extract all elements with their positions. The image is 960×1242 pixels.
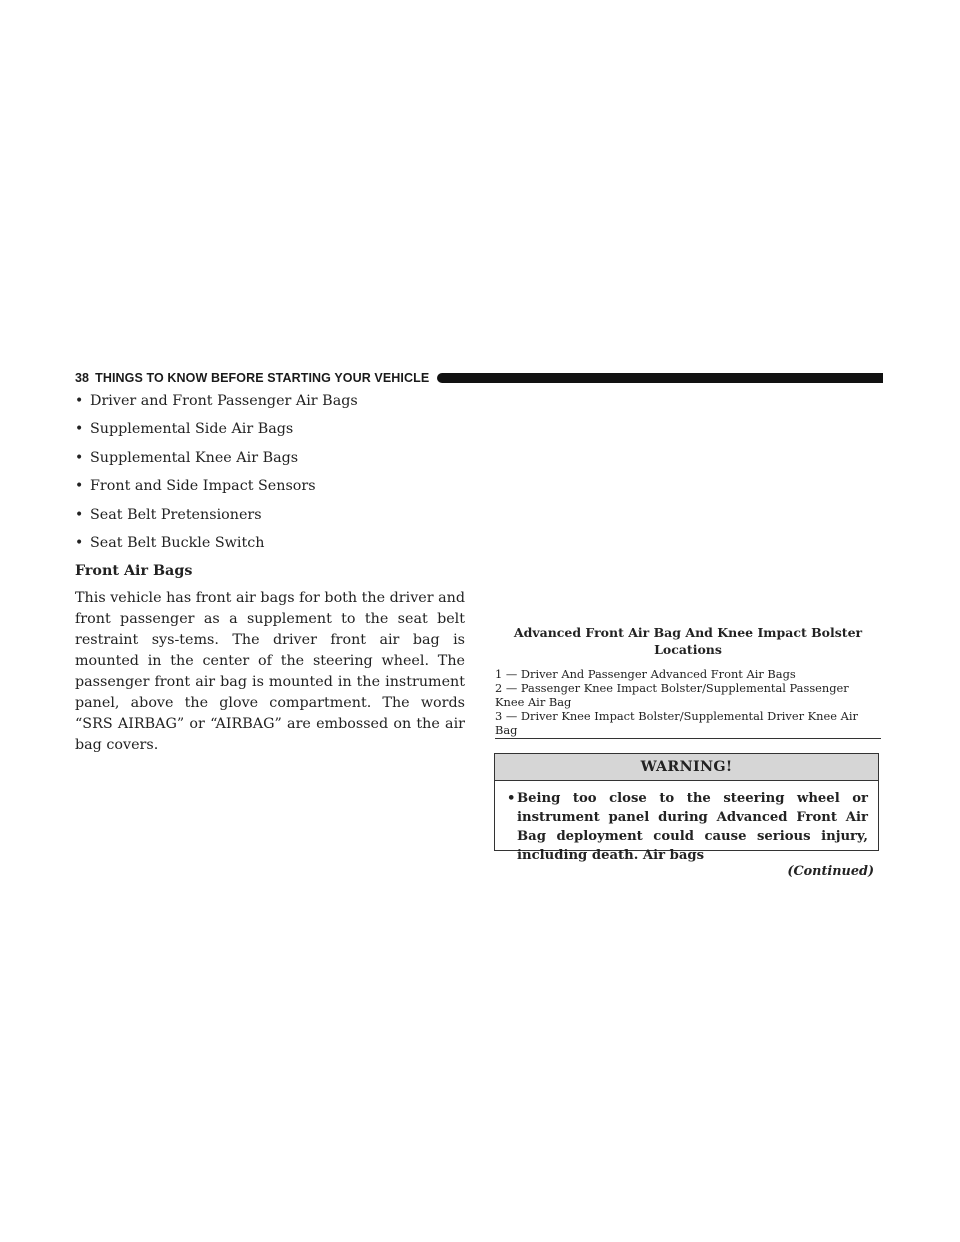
list-item: • Seat Belt Pretensioners <box>75 506 262 523</box>
legend-item: 1 — Driver And Passenger Advanced Front Air Bags <box>495 667 796 681</box>
front-air-bags-paragraph: This vehicle has front air bags for both the driver and front passenger as a supplement to the seat belt restraint sys-tems. The driver front air bag is mounted in the center of the steering wheel. The passenger front air bag is mounted in the instrument panel, above the glove compartment. The words “SRS AIRBAG” or “AIRBAG” are embossed on the air bag covers. <box>75 590 465 754</box>
figure-rule <box>495 738 881 739</box>
page-number: 38 <box>75 371 90 385</box>
figure-caption <box>495 624 881 739</box>
page-header-text <box>75 371 429 385</box>
warning-box <box>494 753 879 863</box>
bullet-icon: • <box>75 449 84 466</box>
section-title-running: THINGS TO KNOW BEFORE STARTING YOUR VEHICLE <box>95 371 430 385</box>
figure-legend <box>495 667 881 737</box>
warning-text: Being too close to the steering wheel or instrument panel during Advanced Front Air Bag deployment could cause serious injury, including death. Air bags <box>517 791 868 863</box>
left-column <box>75 392 465 756</box>
bullet-icon: • <box>75 506 84 523</box>
continued-note: (Continued) <box>787 864 874 879</box>
legend-item: 3 — Driver Knee Impact Bolster/Supplemental Driver Knee Air Bag <box>495 709 858 737</box>
bullet-icon: • <box>75 421 84 438</box>
warning-body <box>495 781 878 865</box>
bullet-icon: • <box>75 534 84 551</box>
list-item: • Supplemental Knee Air Bags <box>75 449 299 466</box>
list-item: • Driver and Front Passenger Air Bags <box>75 393 358 409</box>
component-list <box>75 392 465 562</box>
warning-heading: WARNING! <box>495 754 878 781</box>
header-bar <box>437 373 883 383</box>
bullet-icon: • <box>75 393 84 409</box>
list-item: • Front and Side Impact Sensors <box>75 478 316 495</box>
legend-item: 2 — Passenger Knee Impact Bolster/Supplemental Passenger Knee Air Bag <box>495 681 849 709</box>
bullet-icon: • <box>507 791 516 806</box>
page-header <box>75 370 883 386</box>
front-air-bags-heading: Front Air Bags <box>75 563 193 580</box>
list-item: • Seat Belt Buckle Switch <box>75 534 265 551</box>
list-item: • Supplemental Side Air Bags <box>75 421 294 438</box>
figure-title: Advanced Front Air Bag And Knee Impact Bolster Locations <box>513 625 863 657</box>
bullet-icon: • <box>75 478 84 495</box>
